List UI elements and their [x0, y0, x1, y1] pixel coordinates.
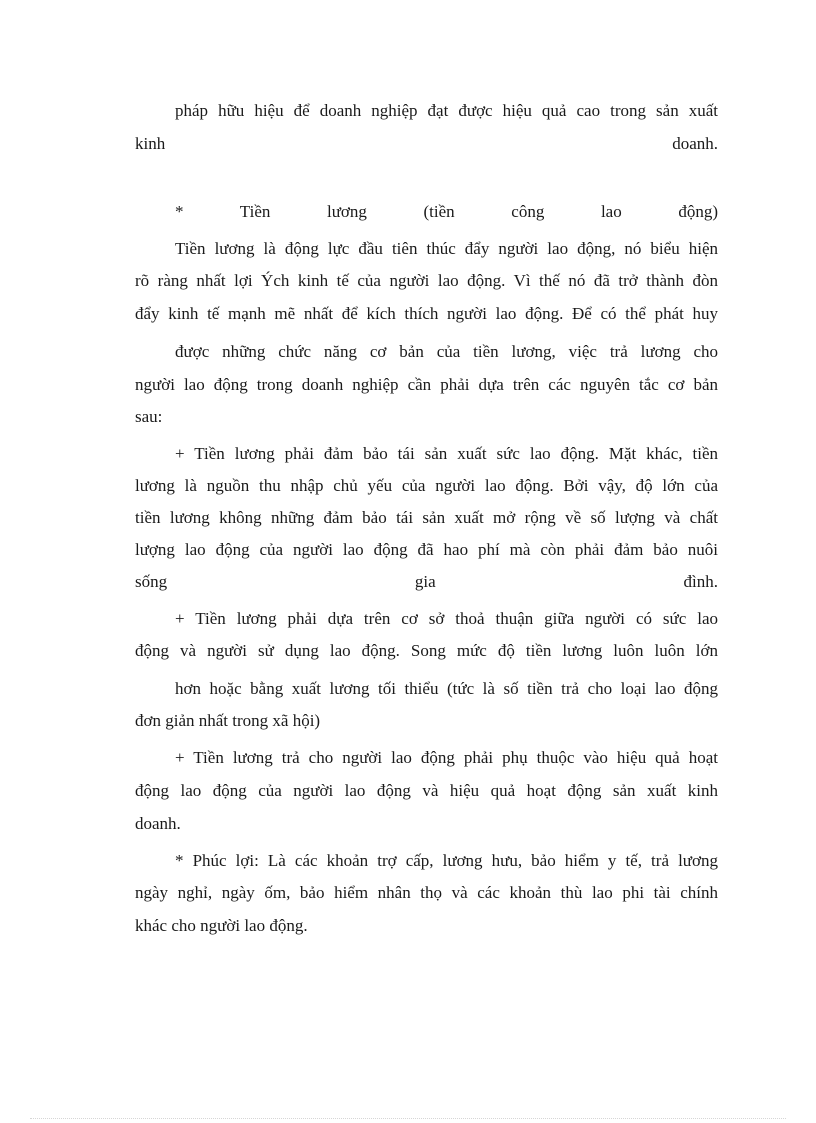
text-line: động và người sử dụng lao động. Song mức độ tiền lương luôn luôn lớn [135, 641, 718, 660]
text-line: pháp hữu hiệu để doanh nghiệp đạt được hiệu quả cao trong sản xuất [175, 101, 718, 120]
text-line: sống gia đình. [135, 572, 718, 591]
text-line: tiền lương không những đảm bảo tái sản xuất mở rộng về số lượng và chất [135, 508, 718, 527]
text-line: người lao động trong doanh nghiệp cần phải dựa trên các nguyên tắc cơ bản [135, 375, 718, 394]
text-line: lượng lao động của người lao động đã hao phí mà còn phải đảm bảo nuôi [135, 540, 718, 559]
text-line: + Tiền lương phải đảm bảo tái sản xuất sức lao động. Mặt khác, tiền [175, 444, 718, 463]
text-line: ngày nghỉ, ngày ốm, bảo hiểm nhân thọ và các khoản thù lao phi tài chính [135, 883, 718, 902]
text-line: hơn hoặc bằng xuất lương tối thiểu (tức là số tiền trả cho loại lao động [175, 679, 718, 698]
text-line: được những chức năng cơ bản của tiền lương, việc trả lương cho [175, 342, 718, 361]
text-line: * Phúc lợi: Là các khoản trợ cấp, lương hưu, bảo hiểm y tế, trả lương [175, 851, 718, 870]
text-line: động lao động của người lao động và hiệu quả hoạt động sản xuất kinh [135, 781, 718, 800]
section-heading: * Tiền lương (tiền công lao động) [175, 202, 718, 221]
text-line: doanh. [135, 814, 181, 833]
text-line: đơn giản nhất trong xã hội) [135, 711, 321, 730]
text-line: + Tiền lương trả cho người lao động phải phụ thuộc vào hiệu quả hoạt [175, 748, 718, 767]
text-line: kinh doanh. [135, 134, 718, 153]
text-line: lương là nguồn thu nhập chủ yếu của người lao động. Bởi vậy, độ lớn của [135, 476, 718, 495]
text-line: đẩy kinh tế mạnh mẽ nhất để kích thích người lao động. Để có thể phát huy [135, 304, 718, 323]
page-bottom-divider [30, 1118, 786, 1119]
text-line: khác cho người lao động. [135, 916, 308, 935]
text-line: + Tiền lương phải dựa trên cơ sở thoả thuận giữa người có sức lao [175, 609, 718, 628]
text-line: Tiền lương là động lực đầu tiên thúc đẩy người lao động, nó biểu hiện [175, 239, 718, 258]
text-line: rõ ràng nhất lợi Ých kinh tế của người lao động. Vì thế nó đã trở thành đòn [135, 271, 718, 290]
text-line: sau: [135, 407, 163, 426]
